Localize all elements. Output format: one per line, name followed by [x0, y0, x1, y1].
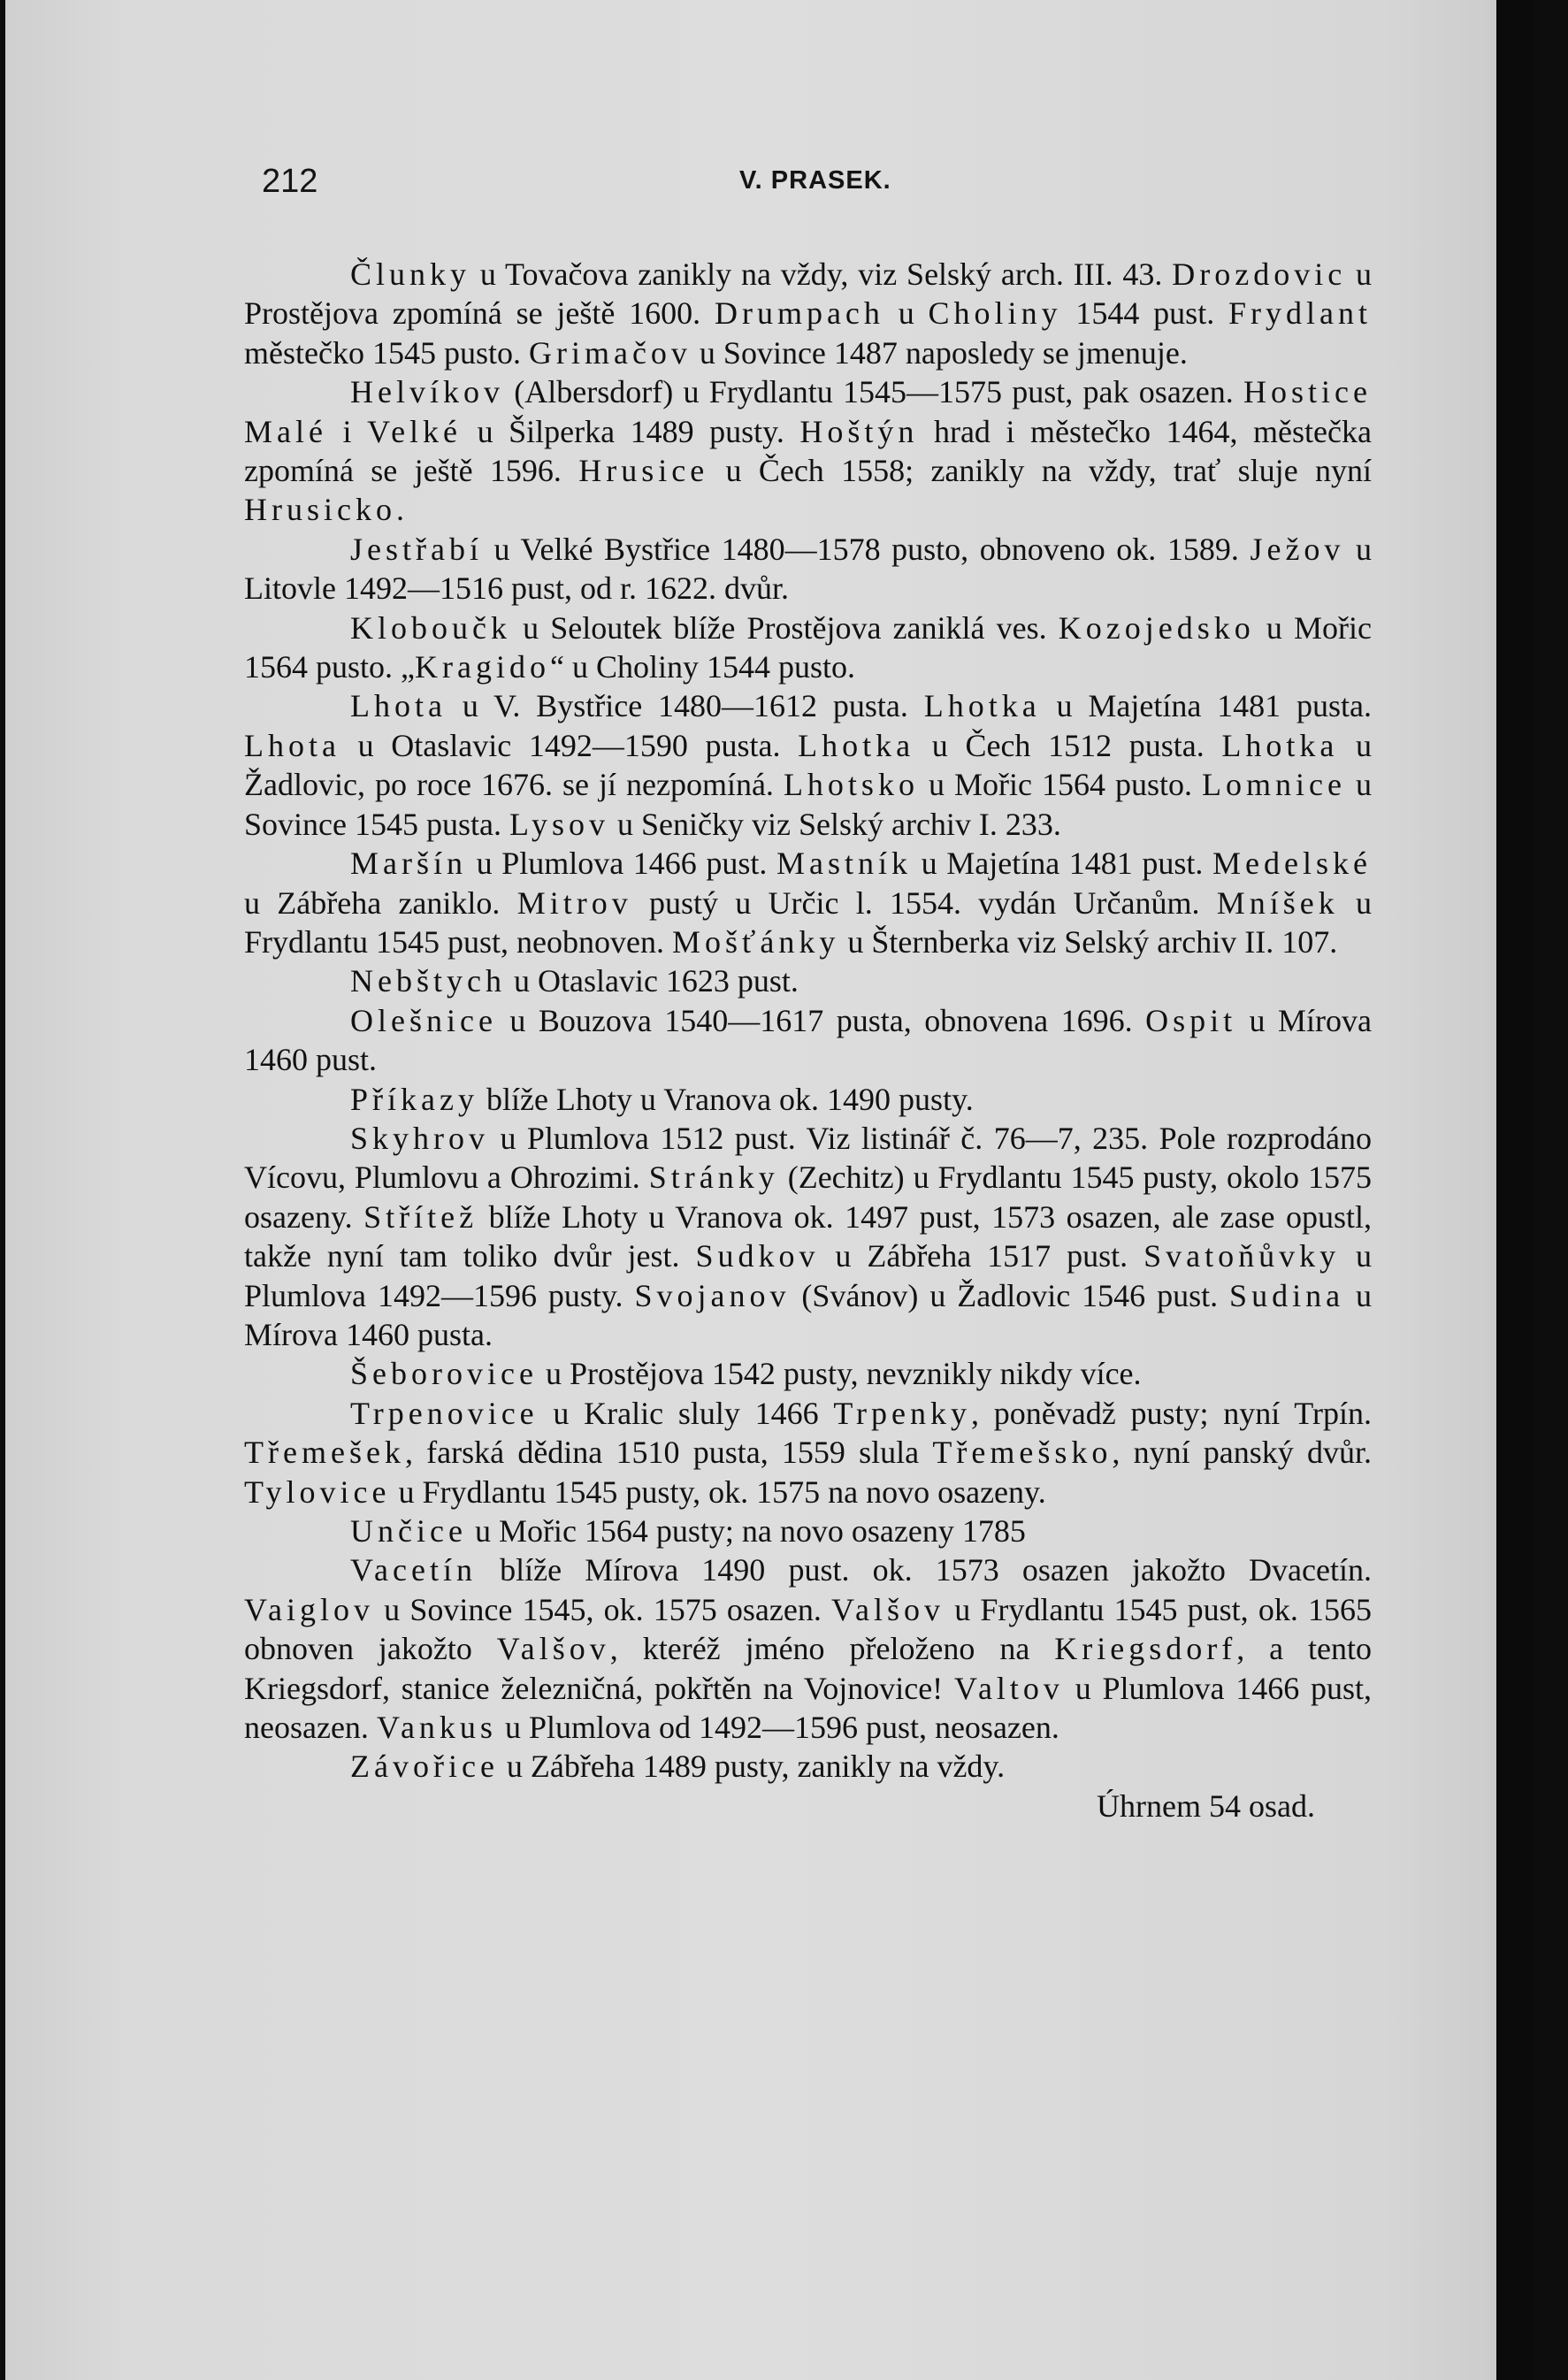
paragraph: [244, 1511, 1372, 1550]
place-name: Olešnice: [350, 1002, 497, 1038]
text-run: u Litovle 1492—1516 pust, od r. 1622. dvůr.: [244, 531, 1372, 607]
paragraph: [244, 608, 1372, 687]
place-name: Trpenky: [833, 1395, 972, 1431]
paragraph: [244, 844, 1372, 961]
place-name: Závořice: [350, 1749, 499, 1785]
place-name: Lhotka: [1221, 727, 1339, 763]
paragraph: [244, 1747, 1372, 1786]
paragraph: [244, 686, 1372, 844]
place-name: Choliny: [928, 295, 1062, 332]
total-count: Úhrnem 54 osad.: [1097, 1787, 1315, 1824]
place-name: Mníšek: [1216, 884, 1339, 921]
text-run: u Šternberka viz Selský archiv II. 107.: [839, 923, 1338, 960]
paragraph: [244, 1119, 1372, 1354]
text-run: u Sovince 1545, ok. 1575 osazen.: [374, 1591, 832, 1627]
text-run: u Čech 1512 pusta.: [914, 727, 1222, 763]
paragraph: [244, 372, 1372, 530]
text-run: (Albersdorf) u Frydlantu 1545—1575 pust, pak osazen.: [503, 374, 1244, 410]
place-name: Ospit: [1145, 1002, 1237, 1038]
place-name: Hrusicko: [244, 492, 396, 528]
place-name: Kragido: [415, 649, 550, 685]
place-name: Trpenovice: [350, 1395, 539, 1431]
place-name: Lysov: [509, 806, 609, 842]
paragraph: [244, 1080, 1372, 1119]
paragraph: [244, 255, 1372, 372]
place-name: Lhotsko: [783, 767, 919, 803]
place-name: Příkazy: [350, 1081, 478, 1117]
text-run: u Plumlova 1512 pust. Viz listinář č. 76—7, 235. Pole rozprodáno Vícovu, Plumlovu a Ohrozimi.: [244, 1120, 1372, 1196]
text-run: u Zábřeha 1489 pusty, zanikly na vždy.: [498, 1749, 1006, 1785]
place-name: Ježov: [1250, 531, 1345, 567]
place-name: Hostice Malé: [244, 374, 1372, 449]
place-name: Stránky: [648, 1159, 779, 1196]
text-run: , poněvadž pusty; nyní Trpín.: [971, 1395, 1373, 1431]
text-run: u Žadlovic, po roce 1676. se jí nezpomíná.: [244, 727, 1372, 803]
text-run: 1544 pust.: [1061, 295, 1229, 332]
place-name: Lhota: [350, 688, 447, 724]
text-run: u Tovačova zanikly na vždy, viz Selský arch. III. 43.: [470, 256, 1173, 292]
place-name: Lomnice: [1202, 767, 1346, 803]
text-run: u Sovince 1487 naposledy se jmenuje.: [691, 334, 1188, 371]
place-name: Kriegsdorf: [1054, 1631, 1237, 1667]
place-name: Velké: [367, 413, 463, 449]
place-name: Drumpach: [714, 295, 884, 332]
text-run: blíže Mírova 1490 pust. ok. 1573 osazen jakožto Dvacetín.: [476, 1552, 1372, 1588]
place-name: Tylovice: [244, 1473, 391, 1510]
text-run: u Sovince 1545 pusta.: [244, 767, 1372, 842]
place-name: Vacetín: [350, 1552, 477, 1588]
text-run: blíže Lhoty u Vranova ok. 1490 pusty.: [478, 1081, 974, 1117]
paragraph: [244, 1354, 1372, 1393]
page-number: 212: [262, 163, 318, 200]
text-run: , nyní panský dvůr.: [1112, 1435, 1372, 1471]
place-name: Střítež: [363, 1198, 478, 1235]
place-name: Grimačov: [528, 334, 692, 371]
place-name: Sudkov: [695, 1238, 820, 1274]
place-name: Mošťánky: [671, 923, 840, 960]
place-name: Třemešsko: [932, 1435, 1113, 1471]
place-name: Vaiglov: [244, 1591, 374, 1627]
place-name: Šeborovice: [350, 1356, 538, 1392]
text-run: (Svánov) u Žadlovic 1546 pust.: [790, 1277, 1230, 1313]
text-run: u Šilperka 1489 pusty.: [462, 413, 800, 449]
text-run: u Bouzova 1540—1617 pusta, obnovena 1696.: [496, 1002, 1146, 1038]
text-run: u Plumlova 1466 pust.: [467, 846, 777, 882]
text-run: u Seničky viz Selský archiv I. 233.: [609, 806, 1061, 842]
text-run: u Velké Bystřice 1480—1578 pusto, obnoveno ok. 1589.: [482, 531, 1251, 567]
place-name: Třemešek: [244, 1435, 405, 1471]
place-name: Svatoňůvky: [1143, 1238, 1341, 1274]
paragraph: [244, 1394, 1372, 1511]
place-name: Mitrov: [516, 884, 632, 921]
text-run: , kteréž jméno přeloženo na: [609, 1631, 1055, 1667]
place-name: Kozojedsko: [1058, 609, 1255, 646]
text-run: u Plumlova 1492—1596 pusty.: [244, 1238, 1373, 1313]
text-run: u Mořic 1564 pusto. „: [244, 609, 1372, 685]
text-run: městečko 1545 pusto.: [244, 334, 529, 371]
place-name: Mastník: [776, 846, 913, 882]
text-run: “ u Choliny 1544 pusto.: [549, 649, 855, 685]
text-run: u Otaslavic 1623 pust.: [505, 963, 799, 999]
running-head: V. PRASEK.: [739, 166, 891, 195]
text-run: u Plumlova od 1492—1596 pust, neosazen.: [496, 1710, 1059, 1746]
place-name: Maršín: [350, 846, 467, 882]
place-name: Frydlant: [1228, 295, 1373, 332]
text-run: blíže Lhoty u Vranova ok. 1497 pust, 1573 osazen, ale zase opustl, takže nyní tam toliko dvůr jest.: [244, 1198, 1372, 1274]
place-name: Jestřabí: [350, 531, 483, 567]
place-name: Unčice: [350, 1513, 467, 1549]
place-name: Svojanov: [634, 1277, 791, 1313]
text-run: u Plumlova 1466 pust, neosazen.: [244, 1670, 1372, 1746]
text-run: u Otaslavic 1492—1590 pusta.: [340, 727, 799, 763]
place-name: Hoštýn: [799, 413, 919, 449]
place-name: Valtov: [953, 1670, 1064, 1706]
text-run: u Prostějova zpomíná se ještě 1600.: [244, 256, 1373, 332]
paragraph: [244, 530, 1372, 608]
place-name: Sudina: [1229, 1277, 1345, 1313]
place-name: Valšov: [831, 1591, 945, 1627]
text-run: u Frydlantu 1545 pust, neobnoven.: [244, 884, 1373, 960]
place-name: Lhota: [244, 727, 340, 763]
text-run: hrad i městečko 1464, městečka zpomíná se ještě 1596.: [244, 413, 1372, 489]
text-run: .: [395, 492, 404, 528]
text-run: u Mírova 1460 pust.: [244, 1002, 1372, 1078]
place-name: Skyhrov: [350, 1120, 490, 1156]
place-name: Medelské: [1212, 846, 1372, 882]
text-run: u Kralic sluly 1466: [538, 1395, 834, 1431]
paragraph: [244, 1550, 1372, 1747]
page-edge-shadow: [1496, 0, 1535, 2380]
text-run: u Seloutek blíže Prostějova zaniklá ves.: [510, 609, 1059, 646]
text-run: u Zábřeha 1517 pust.: [819, 1238, 1144, 1274]
page-header: [244, 157, 1385, 210]
place-name: Nebštych: [350, 963, 506, 999]
text-run: u Mírova 1460 pusta.: [244, 1277, 1372, 1352]
text-run: u V. Bystřice 1480—1612 pusta.: [446, 688, 924, 724]
place-name: Drozdovic: [1172, 256, 1347, 292]
text-run: u Mořic 1564 pusty; na novo osazeny 1785: [466, 1513, 1026, 1549]
text-run: u Frydlantu 1545 pust, ok. 1565 obnoven jakožto: [244, 1591, 1372, 1667]
text-run: u Prostějova 1542 pusty, nevznikly nikdy více.: [537, 1356, 1142, 1392]
place-name: Hrusice: [578, 453, 709, 489]
text-run: , farská dědina 1510 pusta, 1559 slula: [404, 1435, 933, 1471]
text-run: , a tento Kriegsdorf, stanice železničná, pokřtěn na Vojnovice!: [244, 1631, 1372, 1706]
paragraph: [244, 961, 1372, 1000]
place-name: Člunky: [350, 256, 471, 292]
place-name: Vankus: [376, 1710, 497, 1746]
place-name: Lhotka: [798, 727, 915, 763]
place-name: Valšov: [496, 1631, 610, 1667]
text-run: u: [883, 295, 929, 332]
body-text: [244, 255, 1372, 1825]
text-run: i: [326, 413, 368, 449]
text-run: u Zábřeha zaniklo.: [244, 884, 517, 921]
text-run: u Mořic 1564 pusto.: [918, 767, 1203, 803]
book-page: [5, 0, 1535, 2380]
text-run: u Majetína 1481 pust.: [912, 846, 1213, 882]
text-run: u Majetína 1481 pusta.: [1040, 688, 1372, 724]
place-name: Kloboučk: [350, 609, 511, 646]
place-name: Helvíkov: [350, 374, 504, 410]
paragraph: [244, 1001, 1372, 1080]
text-run: u Frydlantu 1545 pusty, ok. 1575 na novo osazeny.: [390, 1473, 1046, 1510]
place-name: Lhotka: [923, 688, 1041, 724]
text-run: (Zechitz) u Frydlantu 1545 pusty, okolo 1575 osazeny.: [244, 1159, 1372, 1235]
text-run: pustý u Určic l. 1554. vydán Určanům.: [631, 884, 1217, 921]
text-run: u Čech 1558; zanikly na vždy, trať sluje nyní: [708, 453, 1372, 489]
